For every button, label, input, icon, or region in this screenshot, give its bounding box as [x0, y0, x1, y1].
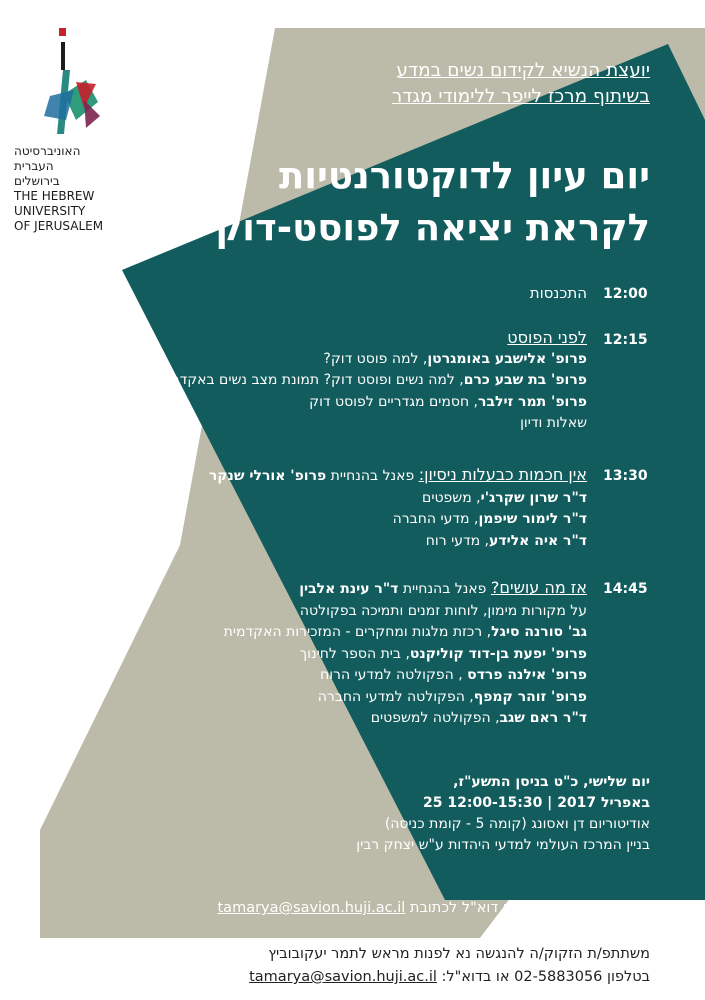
logo-line-he-1: האוניברסיטה — [14, 144, 81, 158]
speaker-line — [27, 665, 587, 687]
accessibility-footer — [10, 943, 650, 989]
logo-line-en-2: UNIVERSITY — [14, 204, 86, 218]
speaker-name: ד"ר שרון שקרג'י — [480, 489, 587, 506]
speaker-affiliation: , בית הספר לחינוך — [299, 645, 410, 662]
event-building: בניין המרכז העולמי למדעי היהדות ע"ש יצחק רבין — [356, 837, 650, 853]
discussion-line: שאלות ודיון — [520, 415, 587, 431]
logo-line-he-2: העברית — [14, 159, 54, 173]
session-heading: אין חכמות כבעלות ניסיון: — [418, 465, 587, 484]
speaker-name: ד"ר לימור שיפמן — [478, 511, 587, 527]
rsvp-email-link[interactable]: tamarya@savion.huji.ac.il — [217, 900, 406, 916]
moderator-prefix: פאנל בהנחיית — [326, 468, 419, 484]
speaker-affiliation: , הפקולטה למדעי החברה — [317, 688, 474, 705]
phone-prefix: בטלפון — [602, 969, 650, 985]
speaker-name: גב' סורנה סיגל — [491, 624, 587, 640]
session-heading-line — [27, 464, 587, 488]
session-gathering: התכנסות — [529, 284, 587, 302]
speaker-name: ד"ר ראם שגב — [499, 710, 587, 726]
contact-line — [10, 966, 650, 989]
speaker-line — [27, 370, 587, 392]
speaker-name: פרופ' אלישבע באומגרטן — [427, 350, 587, 367]
organizers-header — [230, 58, 650, 110]
time-1330: 13:30 — [603, 468, 648, 484]
session-what-to-do-panel — [27, 577, 587, 730]
title-line-1: יום עיון לדוקטורנטיות — [278, 154, 650, 197]
footer-email-link[interactable]: tamarya@savion.huji.ac.il — [249, 969, 437, 985]
university-logo — [14, 24, 124, 143]
page-title — [130, 150, 650, 254]
title-line-2: לקראת יציאה לפוסט-דוק — [215, 206, 650, 249]
session-heading: אז מה עושים? — [490, 578, 587, 597]
session-heading-line — [27, 577, 587, 601]
speaker-name: פרופ' תמר זילבר — [478, 393, 587, 410]
session-before-postdoc — [27, 327, 587, 435]
speaker-name: פרופ' אילנה פרדס — [467, 667, 587, 683]
session-subtitle: על מקורות מימון, לוחות זמנים ותמיכה בפקולטה — [299, 602, 587, 619]
speaker-line — [27, 488, 587, 510]
speaker-field: , משפטים — [422, 489, 481, 506]
speaker-line — [27, 622, 587, 644]
speaker-affiliation: , הפקולטה למשפטים — [370, 710, 500, 726]
moderator-prefix: פאנל בהנחיית — [398, 581, 491, 597]
time-1200: 12:00 — [603, 286, 648, 302]
organizer-line-1: יועצת הנשיא לקידום נשים במדע — [396, 60, 650, 81]
speaker-affiliation: , רכזת מלגות ומחקרים - המזכירות האקדמית — [223, 624, 492, 640]
event-details — [170, 772, 650, 856]
time-1445: 14:45 — [603, 581, 648, 597]
rsvp-line — [90, 900, 650, 916]
speaker-topic: , למה פוסט דוק? — [323, 350, 428, 367]
university-name — [14, 144, 114, 234]
speaker-line — [27, 531, 587, 553]
moderator-name: פרופ' אורלי שנקר — [208, 468, 327, 484]
event-venue: אודיטוריום דן ואסונג (קומה 5 - קומת כניסה) — [384, 816, 650, 832]
menorah-logo-icon — [14, 24, 114, 139]
email-prefix: או בדוא"ל: — [436, 969, 515, 985]
speaker-topic: , למה נשים ופוסט דוק? תמונת מצב נשים באקדמיה — [157, 372, 464, 388]
session-experience-panel — [27, 464, 587, 552]
speaker-name: פרופ' יפעת בן-דוד קוליקנט — [409, 645, 587, 662]
organizer-line-2: בשיתוף מרכז לייפר ללימודי מגדר — [391, 86, 650, 107]
speaker-name: פרופ' בת שבע כרם — [463, 372, 587, 388]
speaker-topic: , חסמים מגדריים לפוסט דוק — [309, 393, 479, 410]
speaker-affiliation: , הפקולטה למדעי הרוח — [320, 667, 468, 683]
logo-line-en-1: THE HEBREW — [14, 189, 95, 203]
speaker-field: , מדעי החברה — [392, 511, 479, 527]
speaker-line — [27, 644, 587, 666]
rsvp-text: לאישור הגעה נא לשלוח דוא"ל לכתובת — [405, 900, 650, 916]
phone-number: 02-5883056 — [514, 969, 603, 985]
event-date-time: 25 באפריל 2017 | 12:00-15:30 — [423, 795, 650, 811]
speaker-line — [27, 509, 587, 531]
speaker-line — [27, 392, 587, 414]
speaker-line — [27, 708, 587, 730]
session-heading: לפני הפוסט — [507, 328, 587, 347]
event-day: יום שלישי, כ"ט בניסן התשע"ז, — [453, 774, 650, 790]
speaker-line — [27, 349, 587, 371]
accessibility-text: משתתפ/ת הזקוק/ה להנגשה נא לפנות מראש לתמר יעקובוביץ — [268, 946, 650, 962]
logo-line-en-3: OF JERUSALEM — [14, 219, 104, 233]
speaker-field: , מדעי רוח — [425, 532, 490, 549]
logo-line-he-3: בירושלים — [14, 174, 60, 188]
speaker-line — [27, 687, 587, 709]
time-1215: 12:15 — [603, 332, 648, 348]
speaker-name: ד"ר איה אלידע — [489, 532, 587, 549]
moderator-name: ד"ר עינת אלבין — [299, 581, 399, 597]
speaker-name: פרופ' זוהר קמפף — [473, 688, 587, 705]
